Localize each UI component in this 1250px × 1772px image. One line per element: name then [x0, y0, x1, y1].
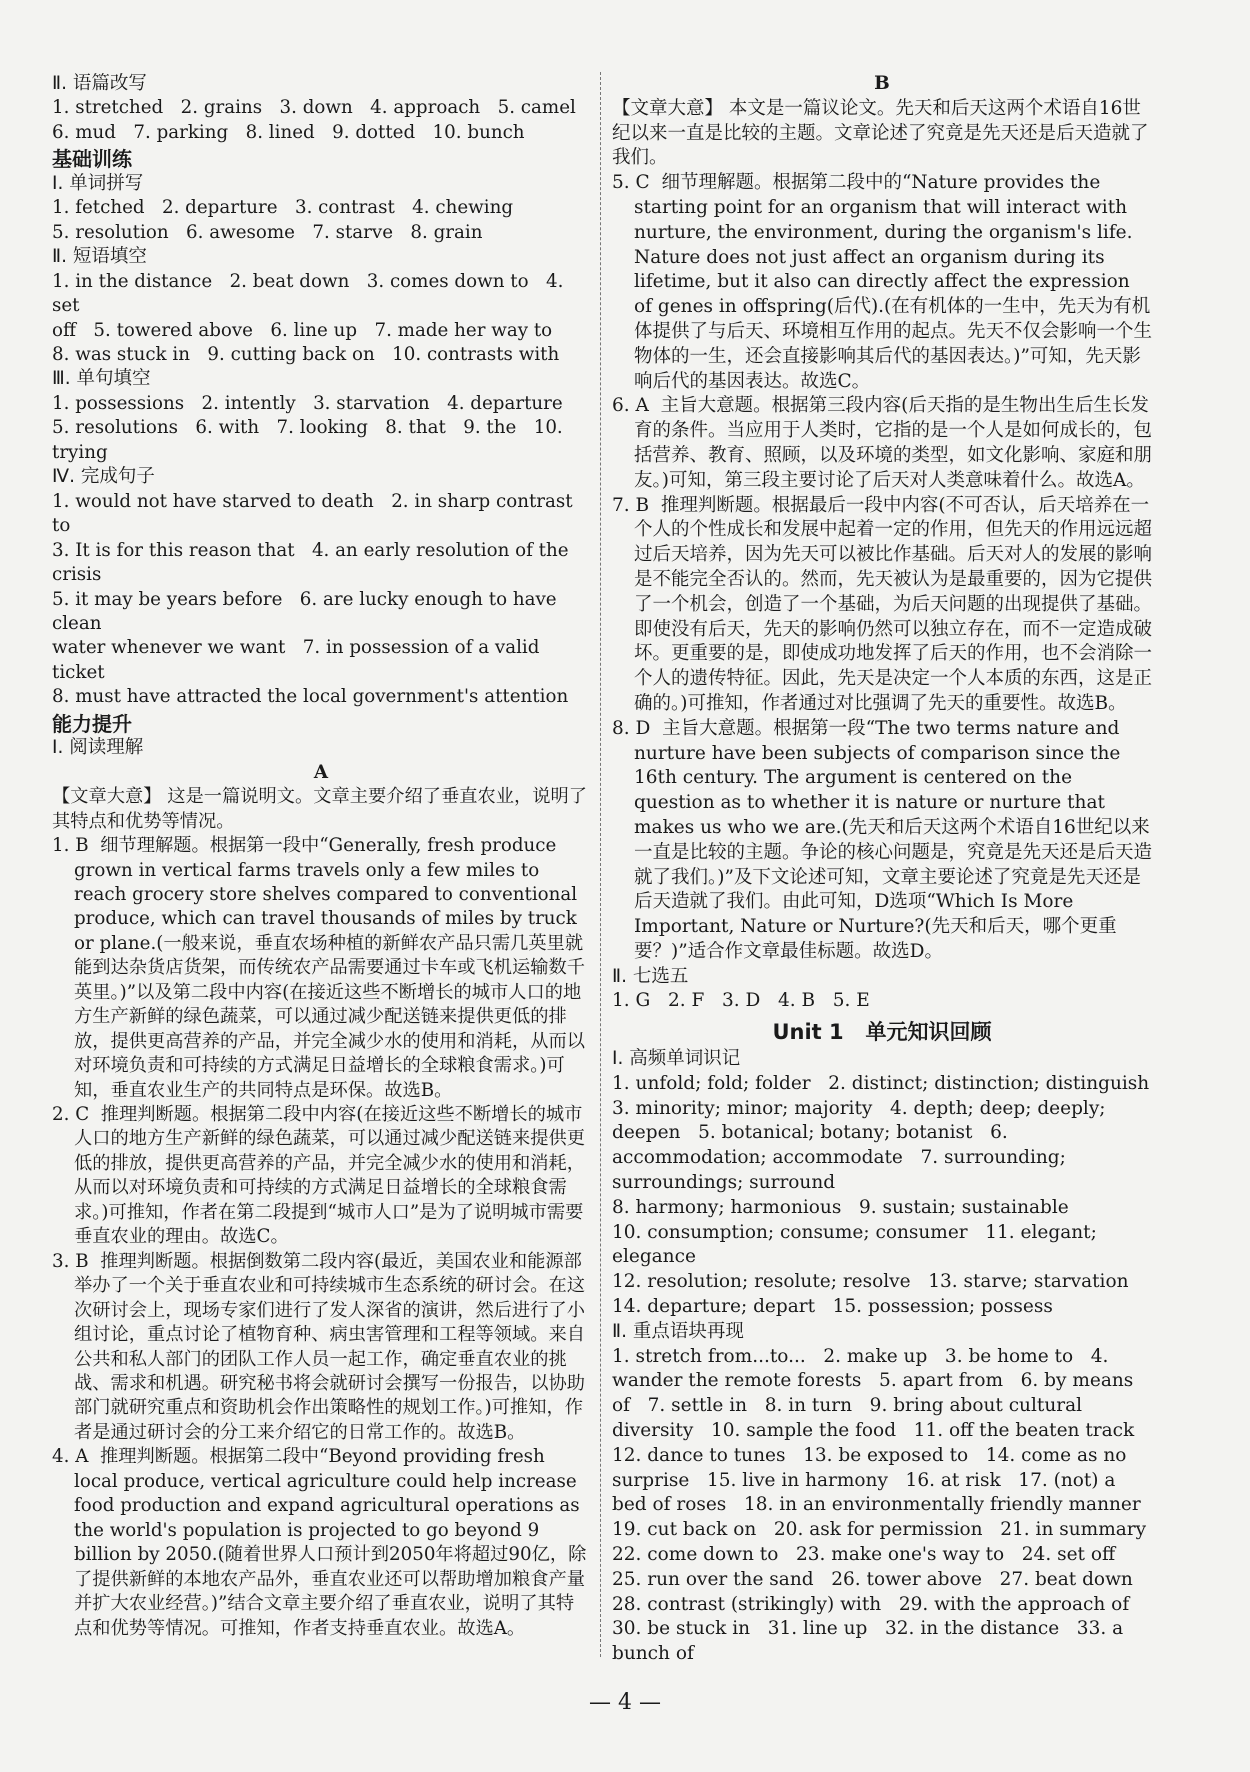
- text-line: 【文章大意】 本文是一篇议论文。先天和后天这两个术语自16世纪以来一直是比较的主题。文章论述了究竟是先天还是后天造就了我们。: [612, 97, 1149, 169]
- subsection-heading: Ⅱ. 短语填空: [52, 246, 147, 268]
- subsection-heading: Ⅲ. 单句填空: [52, 368, 151, 390]
- answer-explanation: 2. C 推理判断题。根据第二段中内容(在接近这些不断增长的城市人口的地方生产新鲜的绿色蔬菜，可以通过减少配送链来提供更低的排放，提供更高营养的产品，并完全减少水的使用和消耗，从而以对环境负责和可持续的方式满足日益增长的全球粮食需求。)可推知，作者在第二段提到“城市人口”是为了说明城市需要垂直农业的理由。故选C。: [52, 1104, 585, 1248]
- answer-explanation: 4. A 推理判断题。根据第二段中“Beyond providing fresh local produce, vertical agriculture could help increase food production and expand agricultural operations as the world's population is projected to go beyond 9 billion by 2050.(随着世界人口预计到2050年将超过90亿，除了提供新鲜的本地农产品外，垂直农业还可以帮助增加粮食产量并扩大农业经营。)”结合文章主要介绍了垂直农业，说明了其特点和优势等情况。可推知，作者支持垂直农业。故选A。: [52, 1446, 587, 1639]
- text-line: off 5. towered above 6. line up 7. made her way to: [52, 319, 553, 341]
- subsection-heading: Ⅰ. 阅读理解: [52, 737, 144, 759]
- text-line: 【文章大意】 这是一篇说明文。文章主要介绍了垂直农业，说明了其特点和优势等情况。: [52, 786, 588, 832]
- text-line: 12. resolution; resolute; resolve 13. starve; starvation: [612, 1271, 1129, 1293]
- text-line: 8. must have attracted the local government's attention: [52, 686, 569, 708]
- text-line: 5. it may be years before 6. are lucky enough to have clean: [52, 588, 563, 634]
- answer-explanation: 1. B 细节理解题。根据第一段中“Generally, fresh produce grown in vertical farms travels only a few miles to reach grocery store shelves compared to conventional produce, which can travel thousands of miles by truck or plane.(一般来说，垂直农场种植的新鲜农产品只需几英里就能到达杂货店货架，而传统农产品需要通过卡车或飞机运输数千英里。)”以及第二段中内容(在接近这些不断增长的城市人口的地方生产新鲜的绿色蔬菜，可以通过减少配送链来提供更低的排放，提供更高营养的产品，并完全减少水的使用和消耗，从而以对环境负责和可持续的方式满足日益增长的全球粮食需求。)可知，垂直农业生产的共同特点是环保。故选B。: [52, 835, 585, 1101]
- subsection-heading: Ⅰ. 单词拼写: [52, 172, 144, 194]
- passage-label: B: [874, 73, 890, 94]
- passage-label: A: [313, 761, 329, 783]
- left-column: [52, 72, 590, 1641]
- text-line: 8. harmony; harmonious 9. sustain; sustainable: [612, 1196, 1069, 1218]
- text-line: 3. It is for this reason that 4. an early resolution of the crisis: [52, 539, 575, 586]
- text-line: 1. would not have starved to death 2. in sharp contrast to: [52, 490, 579, 537]
- page-number: — 4 —: [589, 1690, 661, 1715]
- text-line: 1. G 2. F 3. D 4. B 5. E: [612, 990, 870, 1012]
- subsection-heading: Ⅱ. 七选五: [612, 965, 689, 987]
- subsection-heading: Ⅰ. 高频单词识记: [612, 1048, 741, 1070]
- text-line: 1. unfold; fold; folder 2. distinct; distinction; distinguish 3. minority; minor; majority 4. depth; deep; deeply; deepen 5. botanical; botany; botanist 6. accommodation; accommodate 7. surrounding; surroundings; surround: [612, 1072, 1167, 1194]
- text-line: 1. fetched 2. departure 3. contrast 4. chewing: [52, 197, 514, 219]
- answer-explanation: 6. A 主旨大意题。根据第三段内容(后天指的是生物出生后生长发育的条件。当应用于人类时，它指的是一个人是如何成长的，包括营养、教育、照顾，以及环境的类型，如文化影响、家庭和朋友。)可知，第三段主要讨论了后天对人类意味着什么。故选A。: [612, 395, 1153, 491]
- text-line: 8. was stuck in 9. cutting back on 10. contrasts with: [52, 343, 560, 365]
- unit-title: Unit 1 单元知识回顾: [772, 1020, 992, 1045]
- section-heading: 能力提升: [52, 711, 132, 736]
- text-line: 6. mud 7. parking 8. lined 9. dotted 10. bunch: [52, 121, 525, 143]
- text-line: 5. resolution 6. awesome 7. starve 8. grain: [52, 221, 483, 243]
- subsection-heading: Ⅳ. 完成句子: [52, 466, 155, 488]
- text-line: 14. departure; depart 15. possession; possess: [612, 1296, 1053, 1318]
- subsection-heading: Ⅱ. 重点语块再现: [612, 1320, 744, 1342]
- text-line: 5. resolutions 6. with 7. looking 8. that 9. the 10. trying: [52, 417, 569, 463]
- answer-explanation: 5. C 细节理解题。根据第二段中的“Nature provides the starting point for an organism that will interact with nurture, the environment, during the organism's life. Nature does not just affect an organism during its lifetime, but it also can directly affect the expression of genes in offspring(后代).(在有机体的一生中，先天为有机体提供了与后天、环境相互作用的起点。先天不仅会影响一个生物体的一生，还会直接影响其后代的基因表达。)”可知，先天影响后代的基因表达。故选C。: [612, 172, 1153, 392]
- section-heading: 基础训练: [52, 147, 132, 172]
- text-line: 1. possessions 2. intently 3. starvation 4. departure: [52, 392, 563, 414]
- right-column: [612, 72, 1167, 1667]
- text-line: 1. stretch from...to... 2. make up 3. be home to 4. wander the remote forests 5. apart from 6. by means of 7. settle in 8. in turn 9. bring about cultural diversity 10. sample the food 11. off the beaten track 12. dance to tunes 13. be exposed to 14. come as no surprise 15. live in harmony 16. at risk 17. (not) a bed of roses 18. in an environmentally friendly manner 19. cut back on 20. ask for permission 21. in summary 22. come down to 23. make one's way to 24. set off 25. run over the sand 26. tower above 27. beat down 28. contrast (strikingly) with 29. with the approach of 30. be stuck in 31. line up 32. in the distance 33. a bunch of: [612, 1345, 1164, 1665]
- column-divider: [600, 72, 601, 1657]
- subsection-heading: Ⅱ. 语篇改写: [52, 73, 147, 94]
- answer-explanation: 3. B 推理判断题。根据倒数第二段内容(最近，美国农业和能源部举办了一个关于垂直农业和可持续城市生态系统的研讨会。在这次研讨会上，现场专家们进行了发人深省的演讲，然后进行了小组讨论，重点讨论了植物育种、病虫害管理和工程等领域。来自公共和私人部门的团队工作人员一起工作，确定垂直农业的挑战、需求和机遇。研究秘书将会就研讨会撰写一份报告，以协助部门就研究重点和资助机会作出策略性的规划工作。)可推知，作者是通过研讨会的分工来介绍它的日常工作的。故选B。: [52, 1250, 585, 1443]
- text-line: 1. in the distance 2. beat down 3. comes down to 4. set: [52, 270, 570, 317]
- text-line: water whenever we want 7. in possession of a valid ticket: [52, 637, 546, 683]
- answer-explanation: 8. D 主旨大意题。根据第一段“The two terms nature and nurture have been subjects of comparison since the 16th century. The argument is centered on the question as to whether it is nature or nurture that makes us who we are.(先天和后天这两个术语自16世纪以来一直是比较的主题。争论的核心问题是，究竟是先天还是后天造就了我们。)”及下文论述可知，文章主要论述了究竟是先天还是后天造就了我们。由此可知，D选项“Which Is More Important, Nature or Nurture?(先天和后天，哪个更重要？)”适合作文章最佳标题。故选D。: [612, 717, 1153, 962]
- text-line: 1. stretched 2. grains 3. down 4. approach 5. camel: [52, 97, 576, 119]
- answer-explanation: 7. B 推理判断题。根据最后一段中内容(不可否认，后天培养在一个人的个性成长和发展中起着一定的作用，但先天的作用远远超过后天培养，因为先天可以被比作基础。后天对人的发展的影响是不能完全否认的。然而，先天被认为是最重要的，因为它提供了一个机会，创造了一个基础，为后天问题的出现提供了基础。即使没有后天，先天的影响仍然可以独立存在，而不一定造成破坏。更重要的是，即使成功地发挥了后天的作用，也不会消除一个人的遗传特征。因此，先天是决定一个人本质的东西，这是正确的。)可推知，作者通过对比强调了先天的重要性。故选B。: [612, 494, 1153, 714]
- text-line: 10. consumption; consume; consumer 11. elegant; elegance: [612, 1221, 1103, 1268]
